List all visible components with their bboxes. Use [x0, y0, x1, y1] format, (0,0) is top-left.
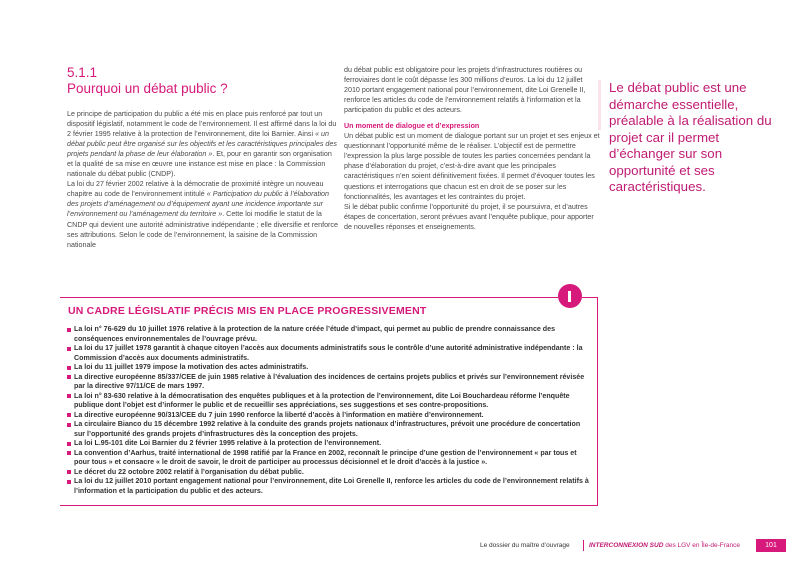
- list-item: La loi du 11 juillet 1979 impose la motivation des actes administratifs.: [67, 363, 589, 373]
- footer-separator: [583, 540, 584, 551]
- section-title: Pourquoi un débat public ?: [67, 81, 228, 96]
- paragraph: Si le débat public confirme l’opportunité du projet, il se poursuivra, et d’autres étapes de concertation, seront prévues avant l’enquête publique, pour apporter de nouvelles réponses et enseignements.: [344, 202, 594, 231]
- text-column-right: [344, 65, 600, 232]
- list-item: Le décret du 22 octobre 2002 relatif à l’organisation du débat public.: [67, 468, 589, 478]
- list-item: La loi n° 83-630 relative à la démocratisation des enquêtes publiques et à la protection de l’environnement, dite Loi Bouchardeau réforme l’enquête publique dont l’objet est d’informer le public et de recueillir ses appréciations, ses suggestions et ses contre-propositions.: [67, 392, 589, 411]
- text-column-left: [67, 109, 339, 250]
- subheading: Un moment de dialogue et d’expression: [344, 122, 480, 131]
- list-item: La circulaire Bianco du 15 décembre 1992 relative à la conduite des grands projets nationaux d’infrastructures, prévoit une procédure de concertation sur l’opportunité des grands projets d’infrastructures dès la conception des projets.: [67, 420, 589, 439]
- box-top-rule: [60, 297, 558, 298]
- section-number: 5.1.1: [67, 65, 98, 80]
- footer-document-label: Le dossier du maître d’ouvrage: [480, 542, 570, 549]
- list-item: La directive européenne 85/337/CEE de juin 1985 relative à l’évaluation des incidences de certains projets publics et privés sur l’environnement révisée par la directive 97/11/CE de mars 1997.: [67, 373, 589, 392]
- paragraph: Le principe de participation du public a été mis en place puis renforcé par tout un dispositif législatif, notamment le code de l’environnement. Il est affirmé dans la loi du 2 février 1995 relative à la protection de l’environnement, dite loi Barnier. Ainsi « un débat public peut être organisé sur les objectifs et les caractéristiques principales des projets pendant la phase de leur élaboration ». Et, pour en garantir son organisation et la qualité de sa mise en œuvre une instance est mise en place : la Commission nationale du débat public (CNDP).: [67, 110, 337, 179]
- list-item: La loi n° 76-629 du 10 juillet 1976 relative à la protection de la nature créée l’étude d’impact, qui permet au public de prendre connaissance des conséquences environnementales de l’ouvrage prévu.: [67, 325, 589, 344]
- list-item: La loi du 12 juillet 2010 portant engagement national pour l’environnement, dite Loi Grenelle II, renforce les articles du code de l’environnement relatifs à l’information et la participation du public et des acteurs.: [67, 477, 589, 496]
- list-item: La loi du 17 juillet 1978 garantit à chaque citoyen l’accès aux documents administratifs sous le contrôle d’une autorité administrative indépendante : la Commission d’accès aux documents administratifs.: [67, 344, 589, 363]
- box-top-rule-right: [582, 297, 597, 298]
- paragraph: Un débat public est un moment de dialogue portant sur un projet et ses enjeux et questionnant l’opportunité même de le réaliser. L’objectif est de permettre l’expression la plus large possible de toutes les parties concernées pendant la phase d’élaboration du projet, c’est-à-dire avant que les principales caractéristiques n’en soient définitivement fixées. Il permet d’évoquer toutes les questions et interrogations que chacun est en droit de se poser sur les fonctionnalités, les avantages et les contraintes du projet.: [344, 132, 600, 201]
- list-item: La loi L.95-101 dite Loi Barnier du 2 février 1995 relative à la protection de l’environnement.: [67, 439, 589, 449]
- footer-project-label: INTERCONNEXION SUD des LGV en Île-de-France: [589, 542, 741, 549]
- info-badge-mark: [568, 291, 571, 302]
- list-item: La convention d’Aarhus, traité international de 1998 ratifié par la France en 2002, reconnaît le principe d’une gestion de l’environnement « par tous et pour tous » et consacre « le droit de savoir, le droit de participer au processus décisionnel et le droit d’accès à la justice ».: [67, 449, 589, 468]
- quote-accent-bar: [598, 80, 601, 130]
- paragraph: du débat public est obligatoire pour les projets d’infrastructures routières ou ferroviaires dont le coût dépasse les 300 millions d’euros. La loi du 12 juillet 2010 portant engagement national pour l’environnement, dite Loi Grenelle II, renforce les articles du code de l’environnement relatifs à l’information et la participation du public et des acteurs.: [344, 66, 586, 115]
- page-number: 101: [756, 539, 786, 552]
- paragraph: La loi du 27 février 2002 relative à la démocratie de proximité intègre un nouveau chapitre au code de l’environnement intitulé « Participation du public à l’élaboration des projets d’aménagement ou d’équipement ayant une incidence importante sur l’environnement ou l’aménagement du territoire ». Cette loi modifie le statut de la CNDP qui devient une autorité administrative indépendante ; elle diversifie et renforce ses attributions. Selon le code de l’environnement, la saisine de la Commission nationale: [67, 180, 338, 249]
- box-title: UN CADRE LÉGISLATIF PRÉCIS MIS EN PLACE PROGRESSIVEMENT: [68, 305, 427, 317]
- pull-quote: Le débat public est une démarche essentielle, préalable à la réalisation du projet car il permet d’échanger sur son opportunité et ses caractéristiques.: [609, 80, 772, 194]
- law-list: [67, 325, 589, 496]
- list-item: La directive européenne 90/313/CEE du 7 juin 1990 renforce la liberté d’accès à l’information en matière d’environnement.: [67, 411, 589, 421]
